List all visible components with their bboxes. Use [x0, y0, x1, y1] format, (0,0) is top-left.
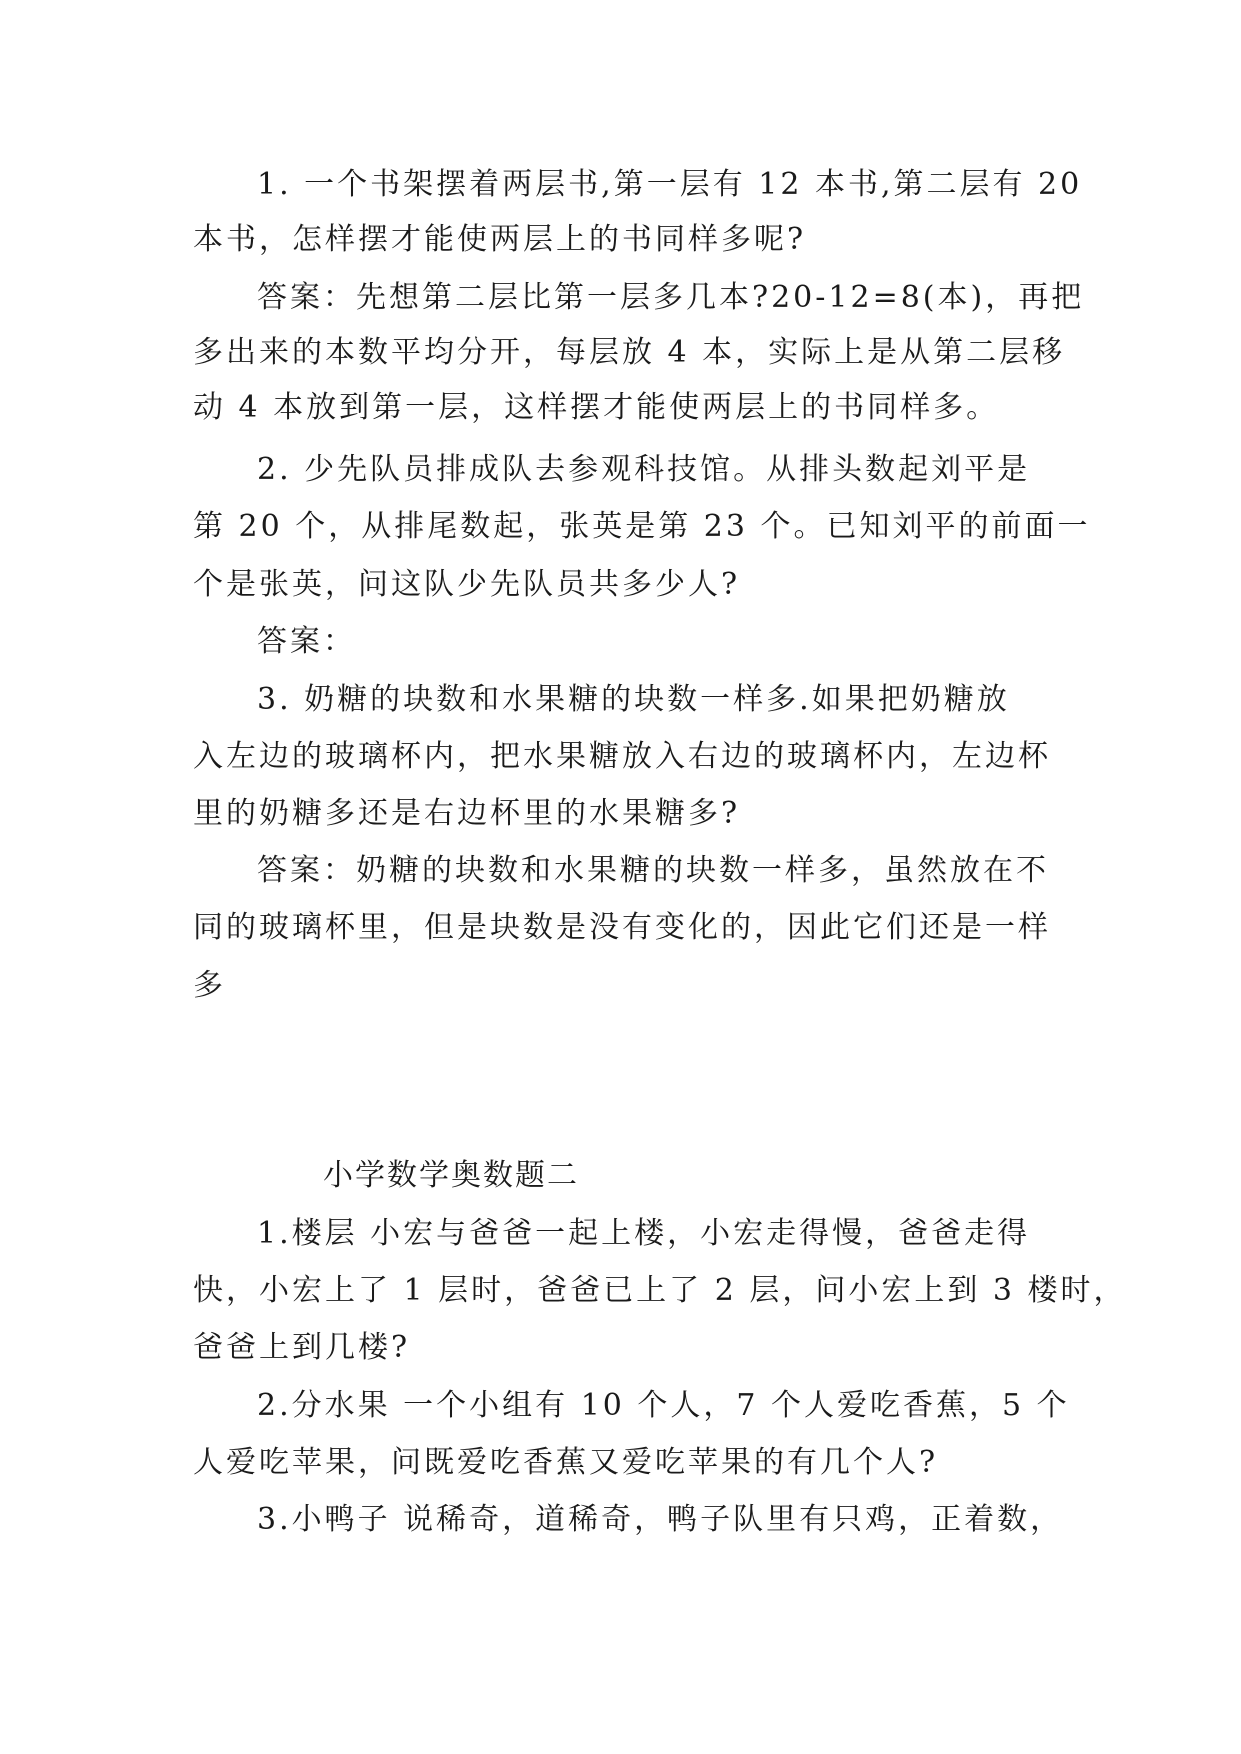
s2-question-2-line-1: 2.分水果 一个小组有 10 个人，7 个人爱吃香蕉，5 个: [257, 1388, 1070, 1423]
question-2-line-1: 2. 少先队员排成队去参观科技馆。从排头数起刘平是: [257, 452, 1031, 487]
question-3-line-3: 里的奶糖多还是右边杯里的水果糖多?: [193, 796, 741, 831]
answer-1-line-2: 多出来的本数平均分开，每层放 4 本，实际上是从第二层移: [193, 335, 1066, 370]
answer-2-line-1: 答案：: [257, 624, 356, 659]
answer-3-line-2: 同的玻璃杯里，但是块数是没有变化的，因此它们还是一样: [193, 910, 1051, 945]
question-2-line-2: 第 20 个，从排尾数起，张英是第 23 个。已知刘平的前面一: [193, 509, 1091, 544]
answer-3-line-1: 答案：奶糖的块数和水果糖的块数一样多，虽然放在不: [257, 853, 1049, 888]
question-3-line-2: 入左边的玻璃杯内，把水果糖放入右边的玻璃杯内，左边杯: [193, 739, 1051, 774]
s2-question-1-line-2: 快，小宏上了 1 层时，爸爸已上了 2 层，问小宏上到 3 楼时，: [193, 1273, 1127, 1308]
question-2-line-3: 个是张英，问这队少先队员共多少人?: [193, 567, 741, 602]
answer-3-line-3: 多: [193, 968, 226, 1003]
s2-question-3-line-1: 3.小鸭子 说稀奇，道稀奇，鸭子队里有只鸡，正着数，: [257, 1502, 1064, 1537]
answer-1-line-1: 答案：先想第二层比第一层多几本?20-12=8(本)，再把: [257, 280, 1085, 315]
s2-question-1-line-3: 爸爸上到几楼?: [193, 1330, 411, 1365]
question-1-line-2: 本书，怎样摆才能使两层上的书同样多呢?: [193, 222, 807, 257]
section-title: 小学数学奥数题二: [323, 1158, 579, 1193]
s2-question-2-line-2: 人爱吃苹果，问既爱吃香蕉又爱吃苹果的有几个人?: [193, 1445, 939, 1480]
s2-question-1-line-1: 1.楼层 小宏与爸爸一起上楼，小宏走得慢，爸爸走得: [257, 1216, 1031, 1251]
answer-1-line-3: 动 4 本放到第一层，这样摆才能使两层上的书同样多。: [193, 390, 1000, 425]
question-3-line-1: 3. 奶糖的块数和水果糖的块数一样多.如果把奶糖放: [257, 682, 1010, 717]
question-1-line-1: 1. 一个书架摆着两层书,第一层有 12 本书,第二层有 20: [257, 167, 1083, 202]
